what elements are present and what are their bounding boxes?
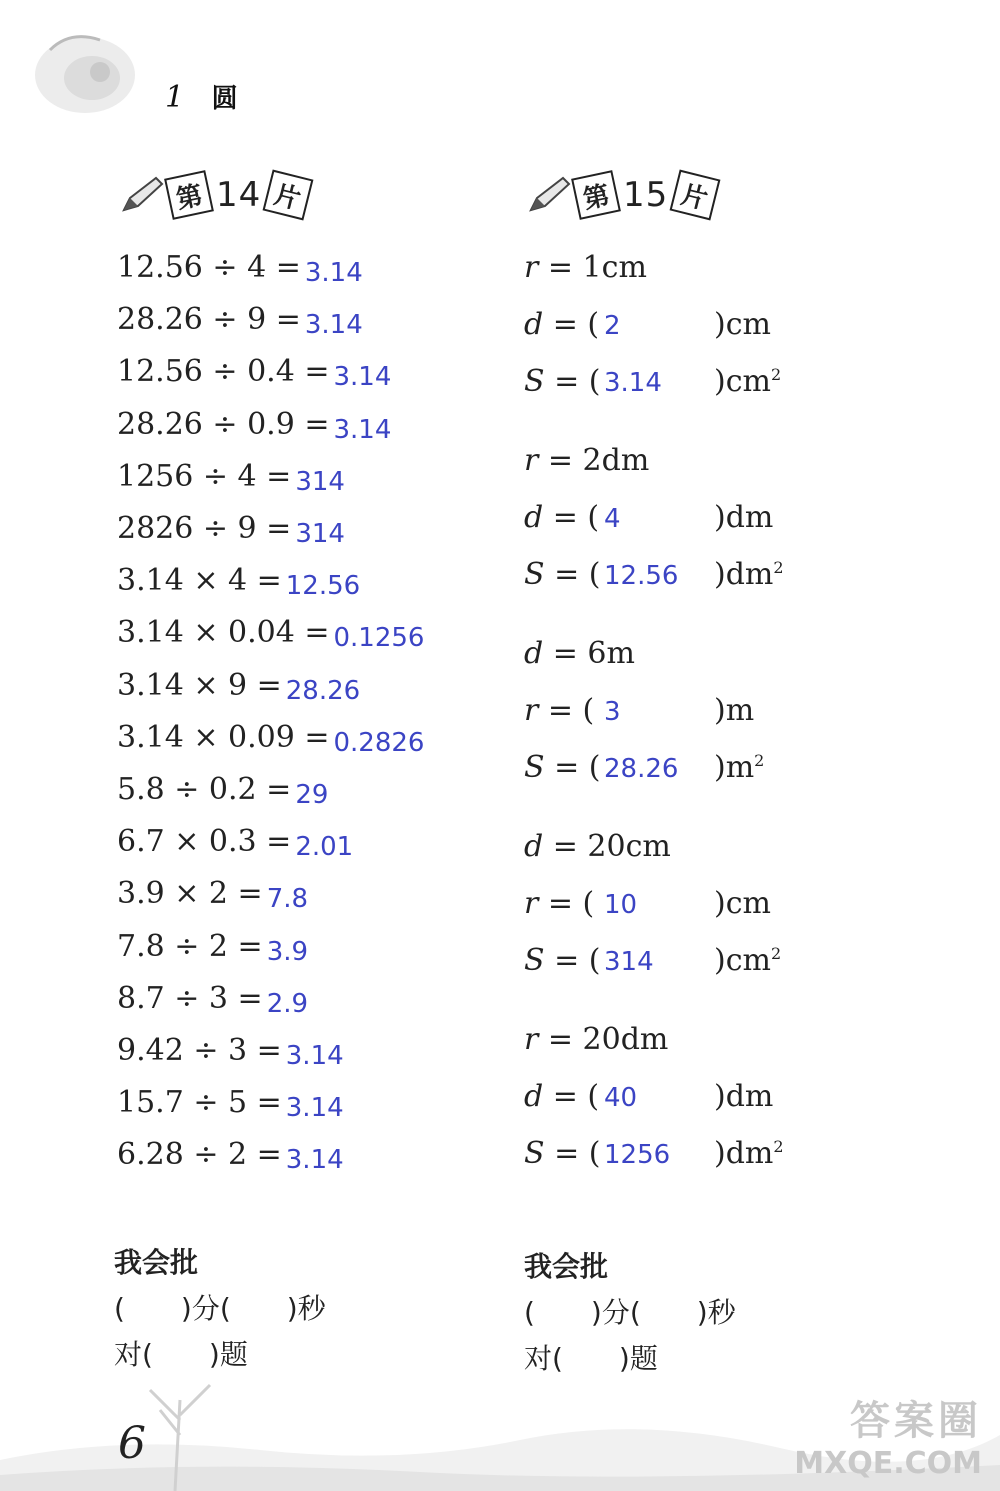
- fill-answer: 10: [604, 890, 638, 920]
- variable: r: [524, 1022, 539, 1057]
- fill-line: [524, 1079, 599, 1114]
- problem-answer: 3.14: [285, 1041, 344, 1071]
- problem-row: [117, 354, 392, 392]
- unit-line: [714, 557, 784, 592]
- problem-row: [117, 407, 392, 445]
- fill-line: [524, 1136, 600, 1171]
- problem-answer: 2.9: [266, 989, 309, 1019]
- open-paren: = (: [544, 364, 601, 399]
- problem-row: [117, 1033, 344, 1071]
- problem-answer: 0.1256: [333, 623, 425, 653]
- chapter-number: 1: [165, 80, 185, 115]
- fill-answer: 3: [604, 697, 621, 727]
- problem-answer: 0.2826: [333, 728, 425, 758]
- day-prefix: 第: [164, 170, 214, 220]
- problem-answer: 3.14: [304, 258, 363, 288]
- problem-expression: 8.7 ÷ 3 =: [117, 981, 263, 1016]
- page-number: 6: [118, 1418, 146, 1469]
- variable: d: [524, 1079, 544, 1114]
- problem-expression: 3.14 × 0.09 =: [117, 720, 330, 755]
- unit-line: [714, 750, 764, 785]
- fill-answer: 314: [604, 947, 654, 977]
- problem-expression: 2826 ÷ 9 =: [117, 511, 292, 546]
- problem-answer: 3.14: [285, 1145, 344, 1175]
- problem-expression: 3.14 × 0.04 =: [117, 615, 330, 650]
- problem-answer: 3.14: [333, 362, 392, 392]
- corner-decoration-image: [30, 20, 150, 120]
- fill-answer: 4: [604, 504, 621, 534]
- problem-row: [117, 772, 329, 810]
- close-paren-unit: )dm: [714, 1079, 774, 1114]
- problem-row: [117, 824, 354, 862]
- problem-row: [117, 929, 309, 967]
- watermark-line1: 答案圈: [850, 1398, 982, 1444]
- close-paren-unit: )cm: [714, 943, 771, 978]
- variable: r: [524, 443, 539, 478]
- open-paren: = (: [543, 307, 600, 342]
- unit-exponent: 2: [770, 944, 782, 963]
- problem-expression: 3.14 × 9 =: [117, 668, 282, 703]
- problem-expression: 7.8 ÷ 2 =: [117, 929, 263, 964]
- variable: S: [524, 557, 545, 592]
- unit-line: [714, 500, 773, 535]
- close-paren-unit: )cm: [714, 886, 771, 921]
- variable: S: [524, 750, 545, 785]
- chapter-heading: [165, 78, 238, 115]
- problem-row: [117, 459, 345, 497]
- given-value: = 20dm: [538, 1022, 669, 1057]
- fill-answer: 2: [604, 311, 621, 341]
- problem-expression: 12.56 ÷ 4 =: [117, 250, 301, 285]
- grading-correct: 对( )题: [524, 1342, 658, 1375]
- close-paren-unit: )m: [714, 693, 755, 728]
- problem-expression: 6.28 ÷ 2 =: [117, 1137, 282, 1172]
- grading-block-left: [114, 1240, 326, 1378]
- day-header-right: [525, 160, 716, 230]
- problem-row: [117, 615, 425, 653]
- fill-answer: 3.14: [604, 368, 662, 398]
- close-paren-unit: )dm: [714, 500, 774, 535]
- problem-row: [117, 302, 363, 340]
- day-number: 14: [216, 175, 262, 215]
- given-line: [524, 829, 671, 864]
- fill-line: [524, 364, 600, 399]
- chapter-title: 圆: [211, 84, 238, 114]
- unit-line: [714, 1079, 773, 1114]
- problem-row: [117, 563, 361, 601]
- variable: S: [524, 364, 545, 399]
- fill-answer: 1256: [604, 1140, 671, 1170]
- given-value: = 6m: [543, 636, 635, 671]
- open-paren: = (: [544, 943, 601, 978]
- problem-expression: 3.9 × 2 =: [117, 876, 263, 911]
- pencil-icon: [525, 170, 575, 220]
- unit-exponent: 2: [754, 751, 765, 770]
- problem-answer: 3.9: [266, 937, 309, 967]
- given-line: [524, 250, 647, 285]
- problem-row: [117, 668, 361, 706]
- fill-line: [524, 750, 600, 785]
- problem-row: [117, 511, 345, 549]
- day-prefix: 第: [571, 170, 621, 220]
- given-value: = 2dm: [538, 443, 650, 478]
- problem-answer: 2.01: [295, 832, 354, 862]
- grading-time: ( )分( )秒: [114, 1292, 326, 1325]
- variable: r: [524, 250, 539, 285]
- problem-row: [117, 876, 309, 914]
- close-paren-unit: )m: [714, 750, 755, 785]
- grading-title: 我会批: [524, 1250, 609, 1283]
- problem-expression: 1256 ÷ 4 =: [117, 459, 292, 494]
- grading-correct: 对( )题: [114, 1338, 248, 1371]
- open-paren: = (: [538, 886, 595, 921]
- given-line: [524, 636, 635, 671]
- variable: d: [524, 636, 544, 671]
- fill-line: [524, 943, 600, 978]
- fill-line: [524, 557, 600, 592]
- problem-expression: 12.56 ÷ 0.4 =: [117, 354, 330, 389]
- variable: d: [524, 500, 544, 535]
- problem-answer: 3.14: [333, 415, 392, 445]
- fill-line: [524, 307, 599, 342]
- unit-line: [714, 1136, 784, 1171]
- given-line: [524, 443, 649, 478]
- watermark: [794, 1389, 982, 1481]
- unit-exponent: 2: [770, 365, 782, 384]
- variable: d: [524, 829, 544, 864]
- fill-line: [524, 886, 594, 921]
- problem-row: [117, 720, 425, 758]
- variable: r: [524, 693, 539, 728]
- fill-line: [524, 500, 599, 535]
- problem-answer: 7.8: [266, 884, 309, 914]
- day-suffix: 片: [263, 170, 314, 221]
- watermark-line2: MXQE.COM: [794, 1446, 982, 1481]
- problem-row: [117, 250, 363, 288]
- problem-row: [117, 1085, 344, 1123]
- open-paren: = (: [538, 693, 595, 728]
- variable: S: [524, 1136, 545, 1171]
- close-paren-unit: )cm: [714, 364, 771, 399]
- problem-expression: 28.26 ÷ 0.9 =: [117, 407, 330, 442]
- day-suffix: 片: [670, 170, 721, 221]
- problem-answer: 314: [295, 519, 345, 549]
- open-paren: = (: [544, 1136, 601, 1171]
- problem-answer: 29: [295, 780, 329, 810]
- given-value: = 20cm: [543, 829, 671, 864]
- variable: d: [524, 307, 544, 342]
- problem-row: [117, 981, 309, 1019]
- variable: r: [524, 886, 539, 921]
- open-paren: = (: [543, 1079, 600, 1114]
- problem-answer: 3.14: [285, 1093, 344, 1123]
- day-number: 15: [623, 175, 669, 215]
- problem-expression: 15.7 ÷ 5 =: [117, 1085, 282, 1120]
- problem-answer: 12.56: [285, 571, 361, 601]
- unit-line: [714, 307, 771, 342]
- problem-answer: 28.26: [285, 676, 361, 706]
- grading-title: 我会批: [114, 1246, 199, 1279]
- problem-expression: 5.8 ÷ 0.2 =: [117, 772, 292, 807]
- close-paren-unit: )cm: [714, 307, 771, 342]
- given-value: = 1cm: [538, 250, 647, 285]
- unit-exponent: 2: [773, 558, 784, 577]
- problem-expression: 6.7 × 0.3 =: [117, 824, 292, 859]
- unit-line: [714, 943, 781, 978]
- problem-answer: 314: [295, 467, 345, 497]
- variable: S: [524, 943, 545, 978]
- problem-expression: 28.26 ÷ 9 =: [117, 302, 301, 337]
- close-paren-unit: )dm: [714, 557, 774, 592]
- unit-exponent: 2: [773, 1137, 784, 1156]
- fill-answer: 40: [604, 1083, 638, 1113]
- pencil-icon: [118, 170, 168, 220]
- given-line: [524, 1022, 668, 1057]
- unit-line: [714, 364, 781, 399]
- day-header-left: [118, 160, 309, 230]
- close-paren-unit: )dm: [714, 1136, 774, 1171]
- fill-answer: 28.26: [604, 754, 679, 784]
- problem-row: [117, 1137, 344, 1175]
- fill-line: [524, 693, 594, 728]
- problem-answer: 3.14: [304, 310, 363, 340]
- unit-line: [714, 693, 754, 728]
- open-paren: = (: [544, 557, 601, 592]
- fill-answer: 12.56: [604, 561, 679, 591]
- grading-time: ( )分( )秒: [524, 1296, 736, 1329]
- unit-line: [714, 886, 771, 921]
- open-paren: = (: [544, 750, 601, 785]
- problem-expression: 3.14 × 4 =: [117, 563, 282, 598]
- open-paren: = (: [543, 500, 600, 535]
- grading-block-right: [524, 1244, 736, 1382]
- problem-expression: 9.42 ÷ 3 =: [117, 1033, 282, 1068]
